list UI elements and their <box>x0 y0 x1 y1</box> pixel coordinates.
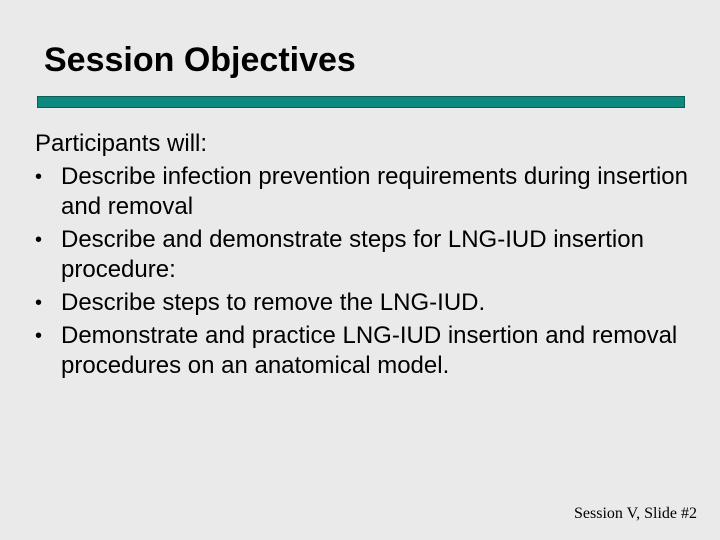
slide-title: Session Objectives <box>44 41 356 79</box>
objective-item <box>35 162 695 222</box>
slide-body <box>35 129 695 384</box>
objective-item <box>35 225 695 285</box>
objective-text: Describe infection prevention requirements during insertion and removal <box>61 163 688 220</box>
bullet-icon: • <box>35 229 43 251</box>
title-underline-bar <box>37 96 685 108</box>
bullet-icon: • <box>35 325 43 347</box>
bullet-icon: • <box>35 166 43 188</box>
objective-text: Describe and demonstrate steps for LNG-IUD insertion procedure: <box>61 226 644 283</box>
objective-text: Describe steps to remove the LNG-IUD. <box>61 289 486 316</box>
objectives-list <box>35 162 695 381</box>
slide-number-footer: Session V, Slide #2 <box>574 505 697 522</box>
objective-item <box>35 288 695 318</box>
objective-text: Demonstrate and practice LNG-IUD insertion and removal procedures on an anatomical model. <box>61 322 678 379</box>
bullet-icon: • <box>35 292 43 314</box>
objective-item <box>35 321 695 381</box>
intro-text: Participants will: <box>35 130 208 157</box>
